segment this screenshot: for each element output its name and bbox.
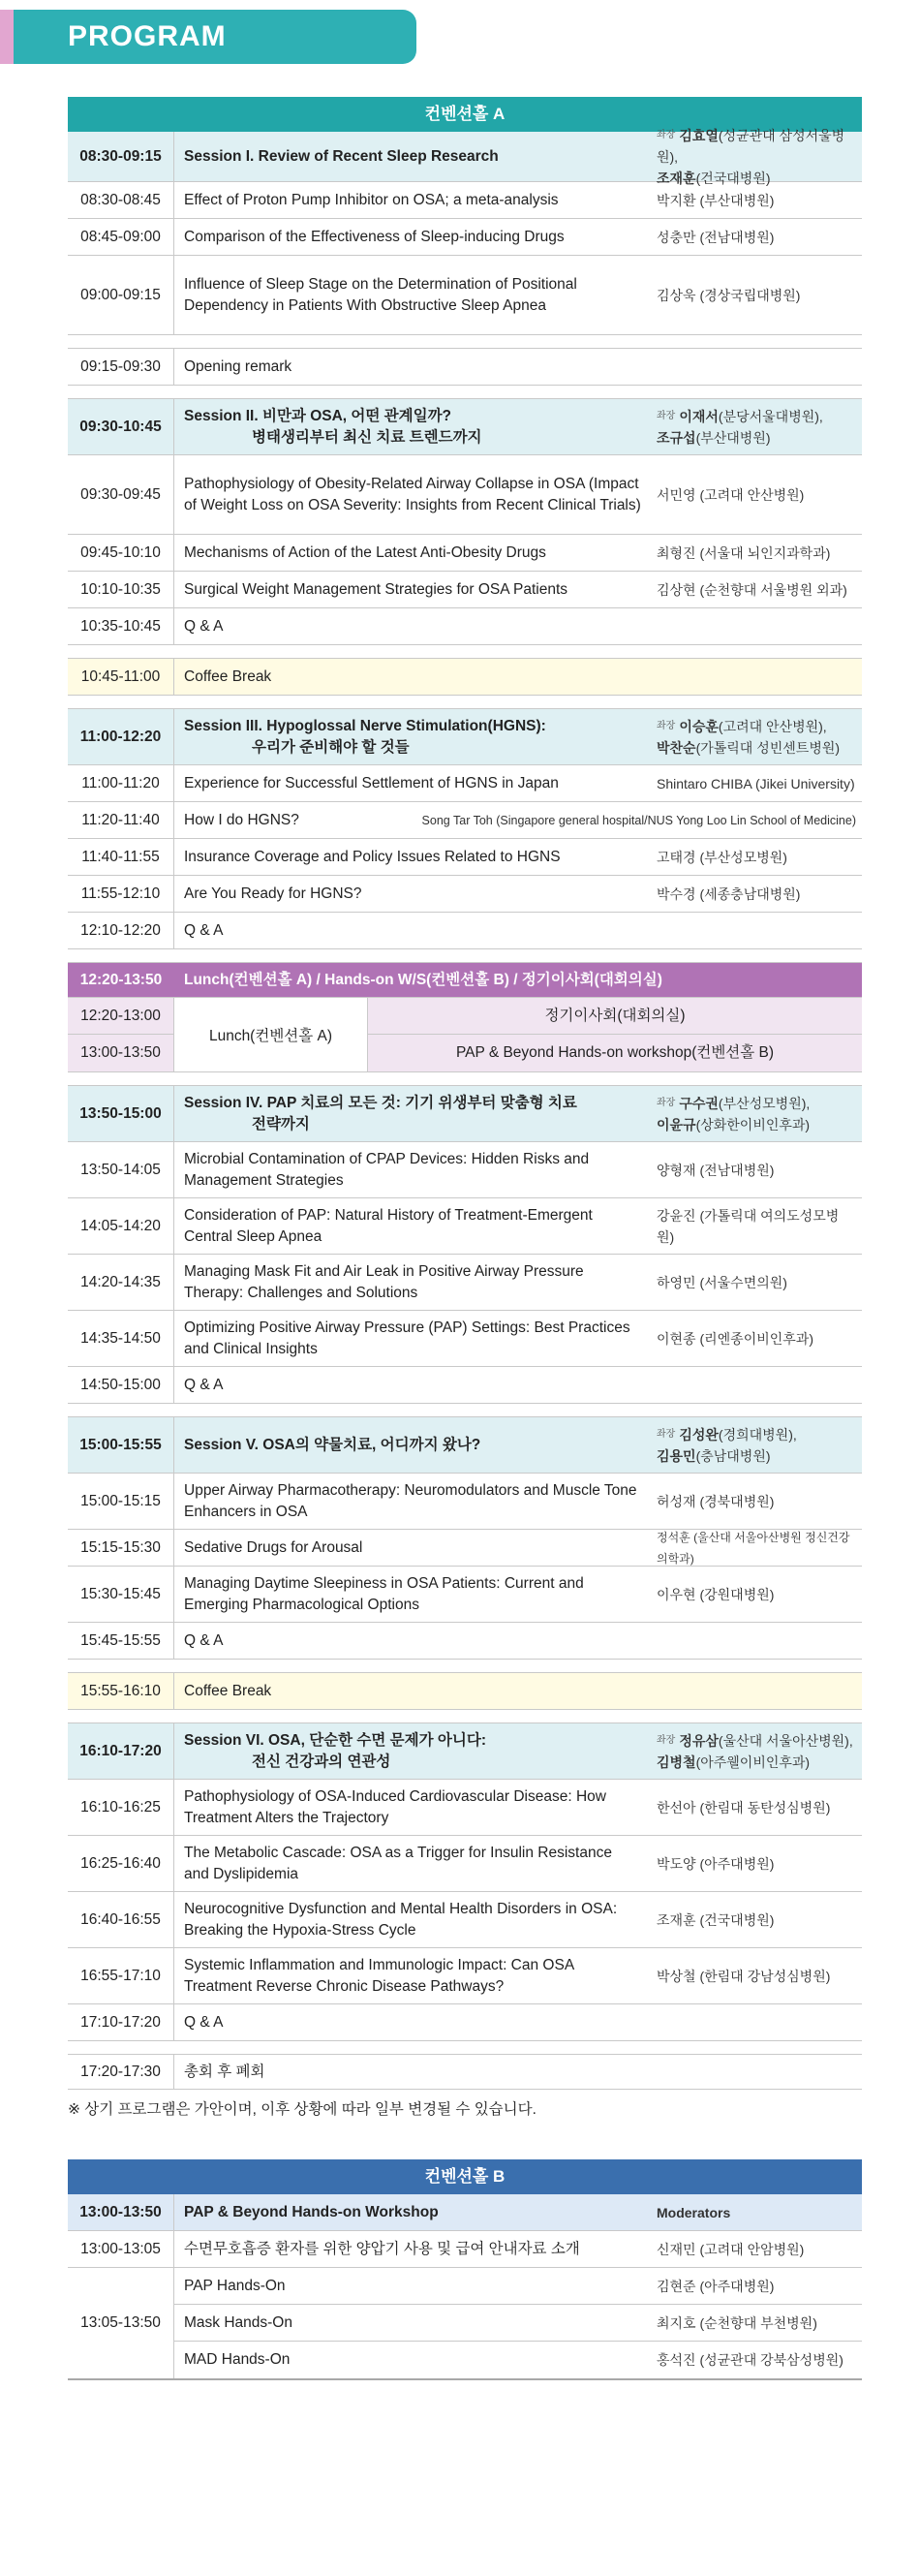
hands-on-workshop: PAP & Beyond Hands-on workshop(컨벤션홀 B) xyxy=(368,1035,862,1071)
talk-time: 11:00-11:20 xyxy=(68,765,174,801)
session-title-main: Session II. 비만과 OSA, 어떤 관계일까? xyxy=(184,407,452,424)
workshop-time: 13:00-13:50 xyxy=(68,2194,174,2230)
talk-speaker xyxy=(651,1381,862,1389)
session-title: Session V. OSA의 약물치료, 어디까지 왔나? xyxy=(184,1436,481,1453)
talk-row xyxy=(68,572,862,608)
talk-title: Coffee Break xyxy=(184,1682,272,1699)
talk-speaker: 조재훈 (건국대병원) xyxy=(657,1911,775,1928)
talk-speaker: 고태경 (부산성모병원) xyxy=(657,849,787,865)
talk-row xyxy=(68,1367,862,1404)
lunch-row xyxy=(68,963,862,998)
talk-speaker: 박수경 (세종충남대병원) xyxy=(657,885,801,902)
talk-speaker: 최지호 (순천향대 부천병원) xyxy=(657,2314,817,2331)
talk-row xyxy=(68,219,862,256)
talk-time: 13:05-13:50 xyxy=(68,2268,174,2378)
talk-row xyxy=(68,1530,862,1567)
session-4-row xyxy=(68,1086,862,1142)
chair-affiliation: (부산대병원) xyxy=(695,429,771,446)
talk-time: 12:10-12:20 xyxy=(68,913,174,948)
session-chairs xyxy=(651,402,862,452)
talk-speaker: 정석훈 (울산대 서울아산병원 정신건강의학과) xyxy=(657,1530,850,1566)
chair-name: 김용민 xyxy=(657,1447,696,1464)
talk-speaker xyxy=(651,927,862,935)
talk-title: 수면무호흡증 환자를 위한 양압기 사용 및 급여 안내자료 소개 xyxy=(184,2240,580,2257)
lunch-other xyxy=(368,998,862,1071)
chair-label: 좌장 xyxy=(657,1097,676,1108)
talk-title: PAP Hands-On xyxy=(184,2277,286,2294)
talk-speaker: 허성재 (경북대병원) xyxy=(657,1493,775,1509)
session-subtitle: 전신 건강과의 연관성 xyxy=(252,1753,391,1770)
chair-affiliation: (고려대 안산병원), xyxy=(718,718,827,734)
session-chairs xyxy=(651,1726,862,1777)
coffee-break-row xyxy=(68,659,862,696)
talk-time: 15:00-15:15 xyxy=(68,1474,174,1529)
talk-title: Pathophysiology of Obesity-Related Airway Collapse in OSA (Impact of Weight Loss on OSA Severity: Insights from Recent Clinical Trials) xyxy=(184,475,641,513)
talk-title: 총회 후 폐회 xyxy=(184,2063,265,2080)
talk-title: Consideration of PAP: Natural History of Treatment-Emergent Central Sleep Apnea xyxy=(184,1206,593,1245)
talk-row xyxy=(68,1948,862,2004)
program-banner xyxy=(0,10,416,64)
talk-time: 11:20-11:40 xyxy=(68,802,174,838)
session-title-main: Session IV. PAP 치료의 모든 것: 기기 위생부터 맞춤형 치료 xyxy=(184,1094,577,1111)
workshop-title: PAP & Beyond Hands-on Workshop xyxy=(184,2203,439,2220)
talk-time: 17:20-17:30 xyxy=(68,2055,174,2089)
talk-row xyxy=(68,1780,862,1836)
talk-title: Q & A xyxy=(184,2013,224,2031)
talk-time: 10:45-11:00 xyxy=(68,659,174,695)
chair-affiliation: (충남대병원) xyxy=(695,1447,771,1464)
workshop-row xyxy=(174,2342,862,2378)
talk-speaker: 최형진 (서울대 뇌인지과학과) xyxy=(657,544,831,561)
talk-row xyxy=(68,839,862,876)
talk-title: Opening remark xyxy=(184,357,292,375)
session-title xyxy=(174,1087,651,1141)
talk-time: 09:45-10:10 xyxy=(68,535,174,571)
session-time: 16:10-17:20 xyxy=(68,1723,174,1779)
workshop-handson-group xyxy=(68,2268,862,2380)
hall-a-header: 컨벤션홀 A xyxy=(68,97,862,132)
talk-speaker: 서민영 (고려대 안산병원) xyxy=(657,486,805,503)
opening-row xyxy=(68,349,862,386)
talk-title: Managing Daytime Sleepiness in OSA Patients: Current and Emerging Pharmacological Options xyxy=(184,1574,584,1613)
talk-time: 09:30-09:45 xyxy=(68,455,174,534)
talk-title: Q & A xyxy=(184,1631,224,1649)
talk-row xyxy=(68,2004,862,2041)
talk-row xyxy=(68,1836,862,1892)
board-meeting: 정기이사회(대회의실) xyxy=(368,998,862,1035)
talk-title: Mask Hands-On xyxy=(184,2313,292,2331)
talk-time: 11:40-11:55 xyxy=(68,839,174,875)
talk-speaker: 김상현 (순천향대 서울병원 외과) xyxy=(657,581,847,598)
talk-speaker: 김상욱 (경상국립대병원) xyxy=(657,287,801,303)
spacer xyxy=(68,1660,862,1673)
session-2-row xyxy=(68,399,862,455)
chair-name: 김병철 xyxy=(657,1754,696,1770)
talk-time: 15:30-15:45 xyxy=(68,1567,174,1622)
session-time: 13:50-15:00 xyxy=(68,1086,174,1141)
session-subtitle: 전략까지 xyxy=(252,1115,310,1133)
talk-speaker: Song Tar Toh (Singapore general hospital/NUS Yong Loo Lin School of Medicine) xyxy=(421,813,856,827)
talk-row xyxy=(68,1142,862,1198)
chair-name: 조재훈 xyxy=(657,170,696,186)
talk-row xyxy=(68,1567,862,1623)
talk-title: Systemic Inflammation and Immunologic Impact: Can OSA Treatment Reverse Chronic Disease Pathways? xyxy=(184,1956,574,1995)
session-time: 08:30-09:15 xyxy=(68,132,174,181)
talk-time: 15:55-16:10 xyxy=(68,1673,174,1709)
talk-row xyxy=(68,1623,862,1660)
talk-title: Pathophysiology of OSA-Induced Cardiovascular Disease: How Treatment Alters the Trajectory xyxy=(184,1787,606,1826)
session-6-row xyxy=(68,1723,862,1780)
session-subtitle: 우리가 준비해야 할 것들 xyxy=(252,738,410,756)
talk-time: 14:20-14:35 xyxy=(68,1255,174,1310)
session-title xyxy=(174,1724,651,1779)
talk-row xyxy=(68,455,862,535)
talk-title: Sedative Drugs for Arousal xyxy=(184,1538,363,1556)
talk-speaker xyxy=(651,2019,862,2027)
talk-row xyxy=(68,182,862,219)
talk-row xyxy=(68,1892,862,1948)
session-subtitle: 병태생리부터 최신 치료 트렌드까지 xyxy=(252,428,482,446)
program-note: ※ 상기 프로그램은 가안이며, 이후 상황에 따라 일부 변경될 수 있습니다. xyxy=(68,2101,537,2118)
chair-label: 좌장 xyxy=(657,410,676,421)
session-title: Session I. Review of Recent Sleep Research xyxy=(184,147,499,165)
spacer xyxy=(68,1072,862,1086)
talk-row xyxy=(68,876,862,913)
talk-title: Upper Airway Pharmacotherapy: Neuromodulators and Muscle Tone Enhancers in OSA xyxy=(184,1481,637,1520)
session-title xyxy=(174,400,651,454)
chair-label: 좌장 xyxy=(657,1428,676,1440)
session-time: 09:30-10:45 xyxy=(68,399,174,454)
talk-speaker xyxy=(651,1637,862,1645)
spacer xyxy=(68,2041,862,2055)
talk-time: 14:50-15:00 xyxy=(68,1367,174,1403)
talk-speaker: 홍석진 (성균관대 강북삼성병원) xyxy=(657,2352,843,2368)
talk-row xyxy=(68,535,862,572)
talk-row xyxy=(68,765,862,802)
chair-name: 이윤규 xyxy=(657,1116,696,1133)
talk-time: 09:00-09:15 xyxy=(68,256,174,334)
talk-title: Optimizing Positive Airway Pressure (PAP) Settings: Best Practices and Clinical Insights xyxy=(184,1319,630,1357)
session-title-main: Session III. Hypoglossal Nerve Stimulation(HGNS): xyxy=(184,717,546,734)
spacer xyxy=(68,696,862,709)
talk-time: 14:35-14:50 xyxy=(68,1311,174,1366)
talk-row xyxy=(68,1311,862,1367)
talk-speaker: 박지환 (부산대병원) xyxy=(657,192,775,208)
closing-row xyxy=(68,2055,862,2090)
spacer xyxy=(68,949,862,963)
spacer xyxy=(68,1404,862,1417)
talk-speaker: 이우현 (강원대병원) xyxy=(657,1586,775,1602)
session-chairs xyxy=(651,1420,862,1471)
talk-speaker: 하영민 (서울수면의원) xyxy=(657,1274,787,1290)
talk-time: 16:55-17:10 xyxy=(68,1948,174,2003)
talk-speaker: 한선아 (한림대 동탄성심병원) xyxy=(657,1799,831,1816)
spacer xyxy=(68,645,862,659)
talk-speaker: 김현준 (아주대병원) xyxy=(657,2278,775,2294)
chair-name: 이승훈 xyxy=(679,718,719,734)
talk-time: 17:10-17:20 xyxy=(68,2004,174,2040)
talk-title: Coffee Break xyxy=(184,667,272,685)
talk-time: 16:10-16:25 xyxy=(68,1780,174,1835)
chair-name: 구수권 xyxy=(679,1095,719,1111)
lunch-time-1: 12:20-13:00 xyxy=(68,998,173,1035)
talk-time: 16:25-16:40 xyxy=(68,1836,174,1891)
talk-title: Influence of Sleep Stage on the Determination of Positional Dependency in Patients With Obstructive Sleep Apnea xyxy=(184,275,577,314)
talk-title: Experience for Successful Settlement of HGNS in Japan xyxy=(184,774,559,791)
chair-name: 김성완 xyxy=(679,1426,719,1443)
lunch-times xyxy=(68,998,174,1071)
lunch-detail xyxy=(68,998,862,1072)
chair-affiliation: (성균관대 삼성서울병원), xyxy=(657,127,845,165)
talk-speaker: 양형재 (전남대병원) xyxy=(657,1162,775,1178)
chair-name: 박찬순 xyxy=(657,739,696,756)
talk-title: Insurance Coverage and Policy Issues Related to HGNS xyxy=(184,848,561,865)
session-5-row xyxy=(68,1417,862,1474)
hall-b-header: 컨벤션홀 B xyxy=(68,2159,862,2194)
chair-name: 이재서 xyxy=(679,408,719,424)
talk-time: 13:00-13:05 xyxy=(68,2231,174,2267)
session-title xyxy=(174,710,651,764)
talk-title: Microbial Contamination of CPAP Devices: Hidden Risks and Management Strategies xyxy=(184,1150,590,1189)
lunch-label: Lunch(컨벤션홀 A) xyxy=(174,998,368,1071)
chair-label: 좌장 xyxy=(657,129,676,140)
workshop-row xyxy=(68,2231,862,2268)
talk-time: 16:40-16:55 xyxy=(68,1892,174,1947)
banner-title: PROGRAM xyxy=(14,10,416,64)
talk-title: Comparison of the Effectiveness of Sleep-inducing Drugs xyxy=(184,228,565,245)
talk-row xyxy=(68,608,862,645)
chair-affiliation: (상화한이비인후과) xyxy=(695,1116,811,1133)
talk-time: 08:45-09:00 xyxy=(68,219,174,255)
talk-title: Mechanisms of Action of the Latest Anti-Obesity Drugs xyxy=(184,543,546,561)
talk-row xyxy=(68,1474,862,1530)
talk-title: Neurocognitive Dysfunction and Mental Health Disorders in OSA: Breaking the Hypoxia-Stress Cycle xyxy=(184,1900,618,1939)
talk-time: 13:50-14:05 xyxy=(68,1142,174,1197)
workshop-row xyxy=(174,2305,862,2342)
session-chairs xyxy=(651,712,862,762)
talk-title: The Metabolic Cascade: OSA as a Trigger for Insulin Resistance and Dyslipidemia xyxy=(184,1844,612,1882)
talk-time: 10:35-10:45 xyxy=(68,608,174,644)
talk-time: 15:15-15:30 xyxy=(68,1530,174,1566)
talk-row xyxy=(68,913,862,949)
talk-time: 15:45-15:55 xyxy=(68,1623,174,1659)
talk-time: 14:05-14:20 xyxy=(68,1198,174,1254)
talk-title: Effect of Proton Pump Inhibitor on OSA; a meta-analysis xyxy=(184,191,559,208)
chair-affiliation: (울산대 서울아산병원), xyxy=(718,1732,853,1749)
spacer xyxy=(68,1710,862,1723)
talk-row xyxy=(68,256,862,335)
talk-time: 09:15-09:30 xyxy=(68,349,174,385)
talk-title: Q & A xyxy=(184,921,224,939)
coffee-break-row xyxy=(68,1673,862,1710)
session-chairs xyxy=(651,121,862,193)
talk-row xyxy=(68,1255,862,1311)
talk-speaker: 박상철 (한림대 강남성심병원) xyxy=(657,1968,831,1984)
chair-name: 정유삼 xyxy=(679,1732,719,1749)
talk-speaker: 강윤진 (가톨릭대 여의도성모병원) xyxy=(657,1207,840,1245)
lunch-title: Lunch(컨벤션홀 A) / Hands-on W/S(컨벤션홀 B) / 정기이사회(대회의실) xyxy=(184,971,662,988)
talk-title: MAD Hands-On xyxy=(184,2351,291,2368)
talk-speaker xyxy=(651,623,862,631)
chair-label: 좌장 xyxy=(657,1734,676,1746)
chair-name: 김효열 xyxy=(679,127,719,143)
hall-a-table xyxy=(68,97,862,2380)
talk-speaker: 신재민 (고려대 안암병원) xyxy=(657,2241,805,2257)
talk-row xyxy=(68,802,862,839)
talk-speaker: 박도양 (아주대병원) xyxy=(657,1855,775,1872)
talk-row xyxy=(68,1198,862,1255)
chair-affiliation: (건국대병원) xyxy=(695,170,771,186)
chair-label: 좌장 xyxy=(657,720,676,731)
session-chairs xyxy=(651,1089,862,1139)
spacer xyxy=(68,335,862,349)
chair-affiliation: (경희대병원), xyxy=(718,1426,797,1443)
workshop-header-row xyxy=(68,2194,862,2231)
lunch-time: 12:20-13:50 xyxy=(79,971,163,988)
session-3-row xyxy=(68,709,862,765)
spacer xyxy=(68,386,862,399)
talk-title: Q & A xyxy=(184,617,224,635)
talk-time: 08:30-08:45 xyxy=(68,182,174,218)
chair-affiliation: (부산성모병원), xyxy=(718,1095,811,1111)
talk-title: Q & A xyxy=(184,1376,224,1393)
chair-name: 조규섭 xyxy=(657,429,696,446)
workshop-moderators-label: Moderators xyxy=(657,2204,731,2220)
talk-title: Surgical Weight Management Strategies for OSA Patients xyxy=(184,580,568,598)
talk-title: How I do HGNS? xyxy=(184,811,299,828)
handson-list xyxy=(174,2268,862,2378)
session-1-row xyxy=(68,127,862,186)
talk-title: Are You Ready for HGNS? xyxy=(184,885,362,902)
talk-speaker: 이현종 (리엔종이비인후과) xyxy=(657,1330,813,1347)
talk-title: Managing Mask Fit and Air Leak in Positive Airway Pressure Therapy: Challenges and Solutions xyxy=(184,1262,584,1301)
session-time: 15:00-15:55 xyxy=(68,1417,174,1473)
talk-speaker: 성충만 (전남대병원) xyxy=(657,229,775,245)
session-title-main: Session VI. OSA, 단순한 수면 문제가 아니다: xyxy=(184,1731,486,1749)
chair-affiliation: (아주웰이비인후과) xyxy=(695,1754,811,1770)
chair-affiliation: (가톨릭대 성빈센트병원) xyxy=(695,739,841,756)
talk-time: 10:10-10:35 xyxy=(68,572,174,607)
talk-speaker: Shintaro CHIBA (Jikei University) xyxy=(657,775,855,791)
chair-affiliation: (분당서울대병원), xyxy=(718,408,823,424)
workshop-row xyxy=(174,2268,862,2305)
session-time: 11:00-12:20 xyxy=(68,709,174,764)
lunch-time-2: 13:00-13:50 xyxy=(68,1035,173,1071)
talk-time: 11:55-12:10 xyxy=(68,876,174,912)
